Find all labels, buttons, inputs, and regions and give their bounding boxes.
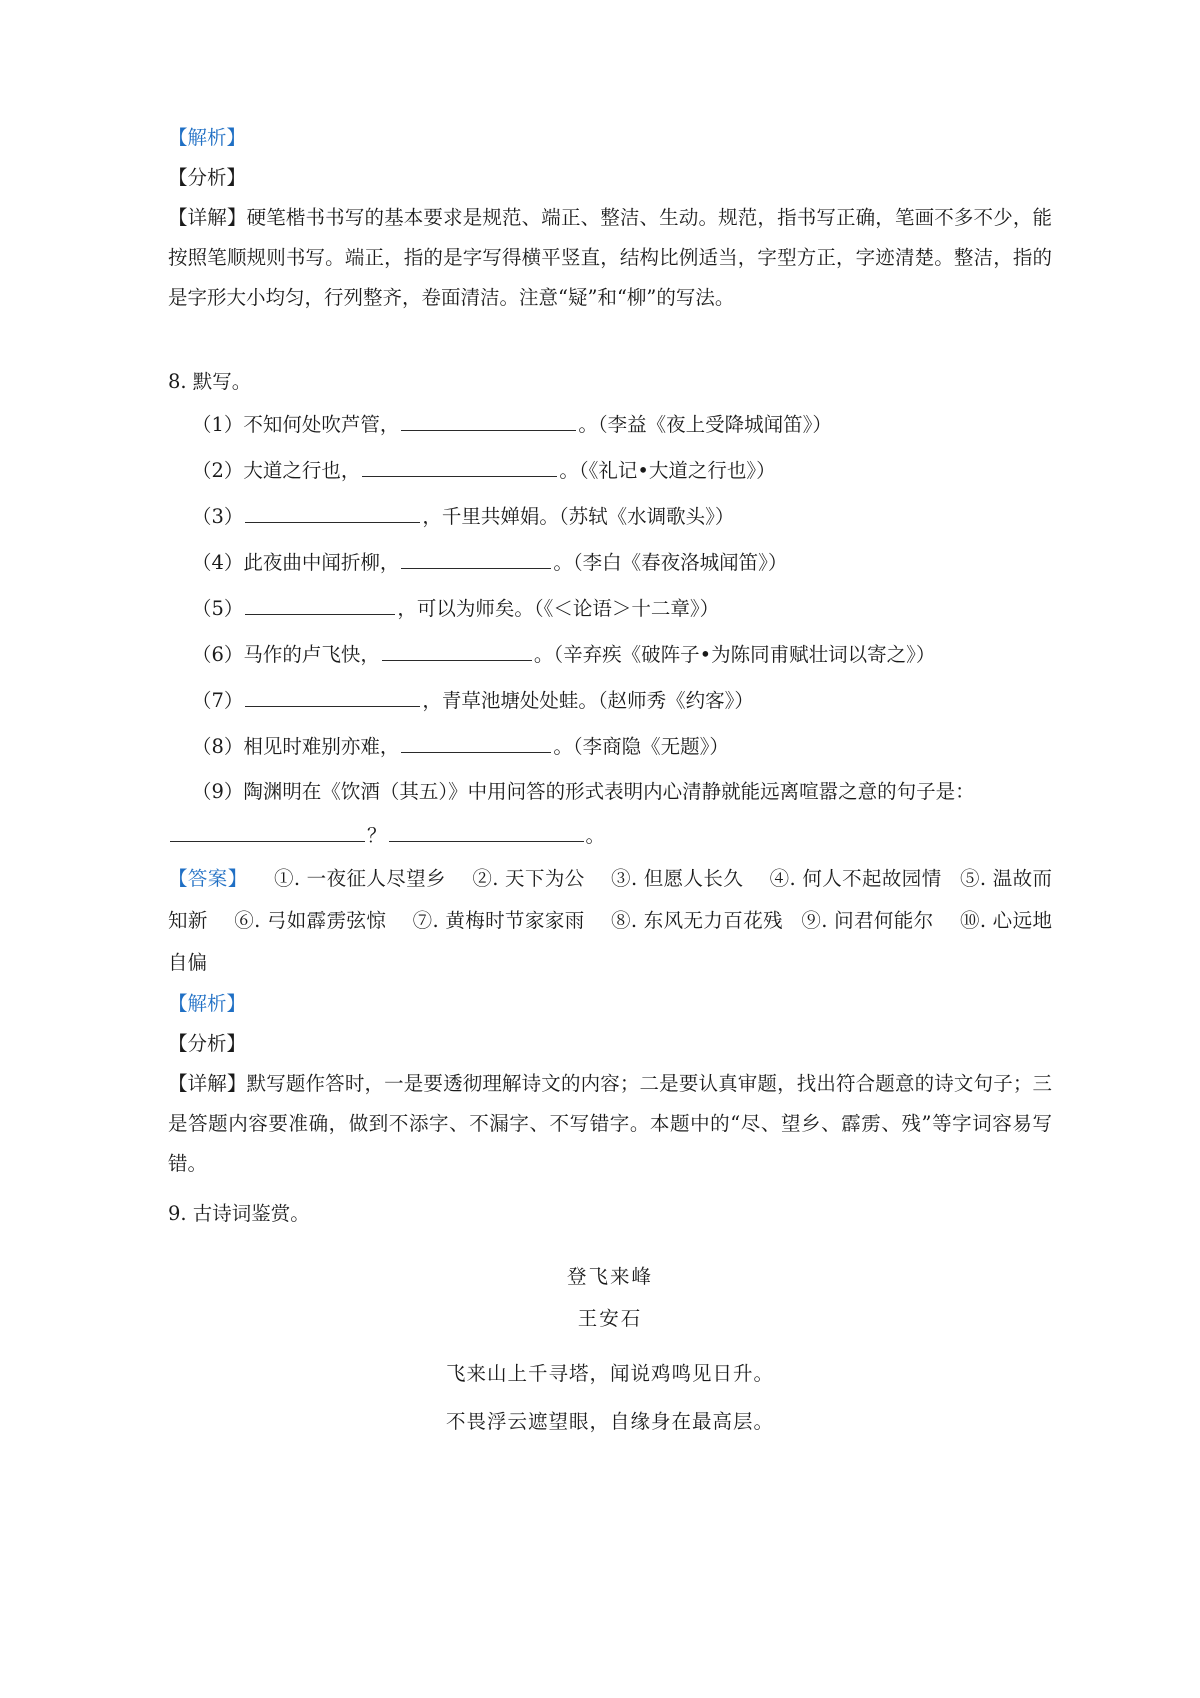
item-2-suffix: 。（《礼记•大道之行也》）	[559, 459, 776, 482]
answer-blank[interactable]	[389, 824, 584, 842]
item-6-suffix: 。（辛弃疾《破阵子•为陈同甫赋壮词以寄之》）	[533, 643, 936, 666]
answer-part-1: ①. 一夜征人尽望乡	[273, 867, 446, 890]
question-8-item-4	[168, 540, 1052, 586]
answer-blank[interactable]	[401, 551, 551, 569]
analysis-tag-jiexi-2: 【解析】	[168, 992, 247, 1015]
answer-part-2: ②. 天下为公	[471, 867, 585, 890]
answer-blank[interactable]	[401, 413, 576, 431]
poem-author: 王安石	[577, 1307, 643, 1330]
question-8-item-6	[168, 632, 1052, 678]
item-4-suffix: 。（李白《春夜洛城闻笛》）	[553, 551, 788, 574]
poem-line-2: 不畏浮云遮望眼，自缘身在最高层。	[445, 1410, 774, 1433]
question-8-item-3	[168, 494, 1052, 540]
answer-part-10: ⑩. 心远地自偏	[168, 909, 1052, 974]
answer-part-8: ⑧. 东风无力百花残	[610, 909, 784, 932]
item-6-prefix: （6）马作的卢飞快，	[192, 643, 380, 666]
answer-blank[interactable]	[382, 643, 532, 661]
question-8-item-5	[168, 586, 1052, 632]
item-7-suffix: ，青草池塘处处蛙。（赵师秀《约客》）	[422, 689, 754, 712]
poem-line-1: 飞来山上千寻塔，闻说鸡鸣见日升。	[445, 1362, 774, 1385]
analysis-detail-2: 【详解】默写题作答时，一是要透彻理解诗文的内容；二是要认真审题，找出符合题意的诗文句子；三是答题内容要准确，做到不添字、不漏字、不写错字。本题中的“尽、望乡、霹雳、残”等字词容易写错。	[168, 1072, 1052, 1175]
poem-title: 登飞来峰	[566, 1265, 653, 1288]
answer-blank[interactable]	[401, 735, 551, 753]
item-5-prefix: （5）	[192, 597, 244, 620]
item-9-end: 。	[585, 824, 606, 847]
item-9-mid: ？	[367, 824, 387, 847]
analysis-tag-fenxi-1: 【分析】	[168, 166, 247, 189]
answer-part-4: ④. 何人不起故园情	[769, 867, 942, 890]
answer-8	[168, 858, 1052, 984]
item-1-prefix: （1）不知何处吹芦管，	[192, 413, 400, 436]
question-8-item-9-line2	[168, 814, 1052, 858]
item-8-suffix: 。（李商隐《无题》）	[553, 735, 729, 758]
answer-blank[interactable]	[245, 505, 420, 523]
question-8-item-8	[168, 724, 1052, 770]
question-8-item-2	[168, 448, 1052, 494]
answer-part-6: ⑥. 弓如霹雳弦惊	[233, 909, 387, 932]
item-1-suffix: 。（李益《夜上受降城闻笛》）	[578, 413, 832, 436]
item-8-prefix: （8）相见时难别亦难，	[192, 735, 400, 758]
answer-part-9: ⑨. 问君何能尔	[801, 909, 934, 932]
question-9-heading: 9. 古诗词鉴赏。	[168, 1202, 310, 1225]
item-5-suffix: ，可以为师矣。（《＜论语＞十二章》）	[397, 597, 720, 620]
item-2-prefix: （2）大道之行也，	[192, 459, 361, 482]
answer-blank[interactable]	[245, 689, 420, 707]
question-8-heading: 8. 默写。	[168, 370, 252, 393]
analysis-tag-jiexi-1: 【解析】	[168, 126, 247, 149]
question-8-item-1	[168, 402, 1052, 448]
answer-part-5: ⑤. 温故而知新	[168, 867, 1052, 932]
item-4-prefix: （4）此夜曲中闻折柳，	[192, 551, 400, 574]
item-3-prefix: （3）	[192, 505, 244, 528]
question-8-item-7	[168, 678, 1052, 724]
answer-blank[interactable]	[362, 459, 557, 477]
answer-tag: 【答案】	[168, 867, 248, 890]
item-7-prefix: （7）	[192, 689, 244, 712]
analysis-detail-1: 【详解】硬笔楷书书写的基本要求是规范、端正、整洁、生动。规范，指书写正确，笔画不多不少，能按照笔顺规则书写。端正，指的是字写得横平竖直，结构比例适当，字型方正，字迹清楚。整洁，指的是字形大小均匀，行列整齐，卷面清洁。注意“疑”和“柳”的写法。	[168, 206, 1052, 309]
answer-part-7: ⑦. 黄梅时节家家雨	[412, 909, 585, 932]
question-8-item-9-line1: （9）陶渊明在《饮酒（其五）》中用问答的形式表明内心清静就能远离喧嚣之意的句子是：	[192, 780, 975, 803]
answer-part-3: ③. 但愿人长久	[610, 867, 744, 890]
item-3-suffix: ，千里共婵娟。（苏轼《水调歌头》）	[422, 505, 735, 528]
answer-blank[interactable]	[245, 597, 395, 615]
answer-blank[interactable]	[170, 824, 365, 842]
analysis-tag-fenxi-2: 【分析】	[168, 1032, 247, 1055]
